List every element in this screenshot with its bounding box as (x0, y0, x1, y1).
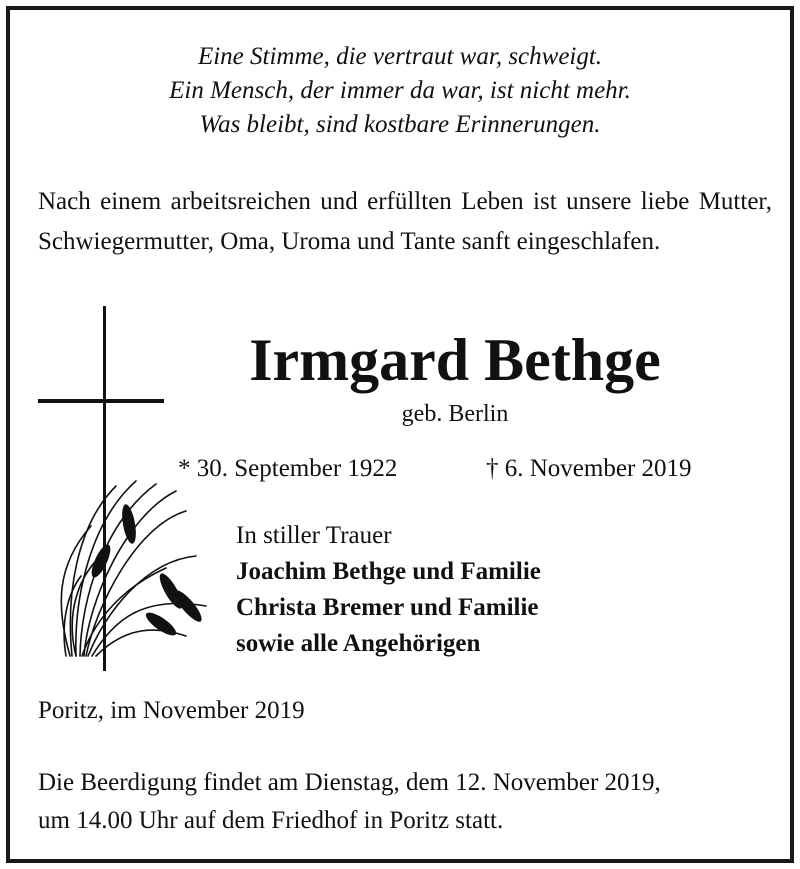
mourners-heading: In stiller Trauer (236, 522, 392, 549)
cross-icon (38, 306, 164, 671)
motto-line-3: Was bleibt, sind kostbare Erinnerungen. (199, 111, 601, 138)
mourner-line: Joachim Bethge und Familie (236, 558, 541, 585)
obituary-frame (6, 6, 794, 863)
deceased-name: Irmgard Bethge (249, 327, 661, 393)
mourners-block (236, 518, 541, 662)
mourner-line: Christa Bremer und Familie (236, 594, 539, 621)
wheat-icon (61, 481, 206, 656)
birth-name: geb. Berlin (401, 401, 509, 427)
mourner-line: sowie alle Angehörigen (236, 630, 481, 657)
motto-line-1: Eine Stimme, die vertraut war, schweigt. (197, 43, 603, 70)
funeral-notice (38, 764, 778, 840)
funeral-line-2: um 14.00 Uhr auf dem Friedhof in Poritz statt. (38, 807, 504, 834)
death-date: † 6. November 2019 (486, 455, 692, 482)
intro-paragraph: Nach einem arbeitsreichen und erfüllten Leben ist unsere liebe Mutter, Schwiegermutter, Oma, Uroma und Tante sanft eingeschlafen. (38, 188, 772, 255)
place-date: Poritz, im November 2019 (38, 697, 305, 724)
birth-date: * 30. September 1922 (178, 455, 398, 482)
motto (10, 40, 790, 142)
funeral-line-1: Die Beerdigung findet am Dienstag, dem 12. November 2019, (38, 769, 661, 796)
motto-line-2: Ein Mensch, der immer da war, ist nicht mehr. (169, 77, 631, 104)
